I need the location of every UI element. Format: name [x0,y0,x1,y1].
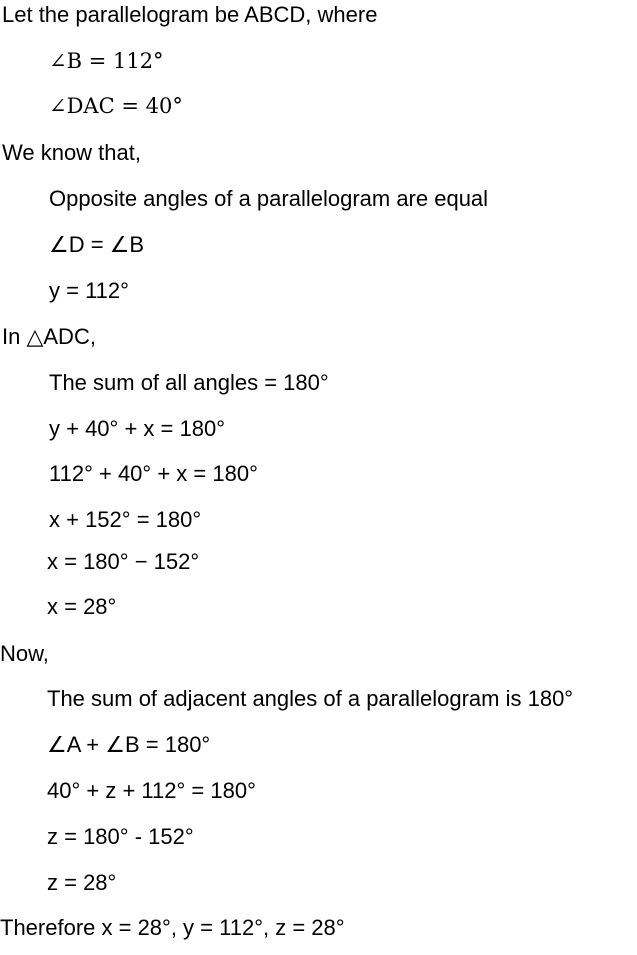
triangle-adc-line: In △ADC, [2,324,96,349]
y-value-line: y = 112° [49,278,129,303]
sum-of-angles-statement: The sum of all angles = 180° [49,370,329,395]
intro-line: Let the parallelogram be ABCD, where [2,2,378,27]
equation-4: x = 180° − 152° [47,549,200,574]
now-line: Now, [0,641,49,666]
opposite-angles-statement: Opposite angles of a parallelogram are equal [49,186,489,211]
z-value-line: z = 28° [47,870,117,895]
equation-6: 40° + z + 112° = 180° [47,778,256,803]
equation-1: y + 40° + x = 180° [49,416,225,441]
equation-5: ∠A + ∠B = 180° [47,732,211,757]
angle-d-equals-b: ∠D = ∠B [49,232,145,257]
we-know-line: We know that, [2,140,141,165]
given-angle-dac: ∠DAC = 40° [49,94,183,118]
conclusion-line: Therefore x = 28°, y = 112°, z = 28° [0,915,345,940]
equation-3: x + 152° = 180° [49,507,202,532]
adjacent-angles-statement: The sum of adjacent angles of a parallelogram is 180° [47,686,574,711]
equation-7: z = 180° - 152° [47,824,194,849]
given-angle-b: ∠B = 112° [49,49,164,73]
x-value-line: x = 28° [47,594,117,619]
equation-2: 112° + 40° + x = 180° [49,461,258,486]
